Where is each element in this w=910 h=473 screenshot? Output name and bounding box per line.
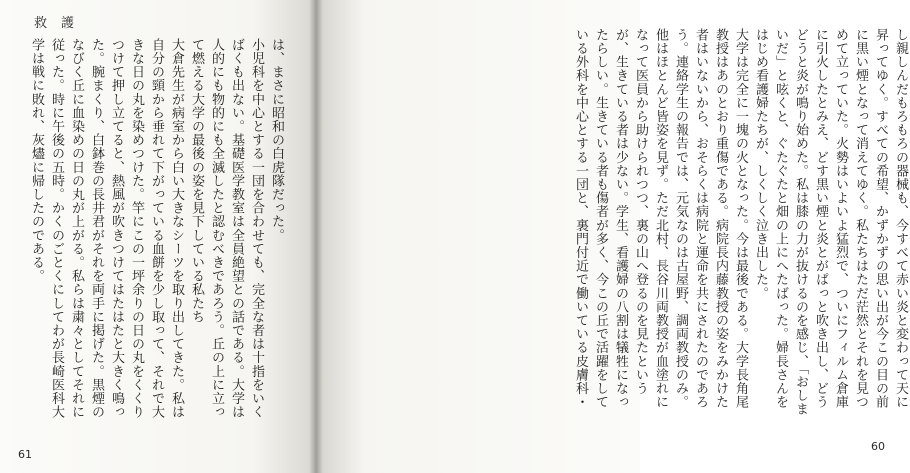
paragraph: 小児科を中心とする一団を合わせても、完全な者は十指をいくばくも出ない。基礎医学教室は全員絶望との話である。大学は人的にも物的にも全滅したと認むべきであろう。丘の上に立って燃える大学の最後の姿を見下している私たち <box>189 38 264 419</box>
paragraph: は、まさに昭和の白虎隊だった。 <box>269 38 284 242</box>
left-page-body <box>28 38 286 430</box>
paragraph: し親しんだもろもろの器械も、今すべて赤い炎と変わって天に昇ってゆく。すべての希望、かずかずの思い出が今この目の前に黒い煙となって消えてゆく。私たちはただ茫然とそれを見つめて立っていた。火勢はいよいよ猛烈で、ついにフィルム倉庫に引火したとみえ、どす黒い煙と炎とがぱっと吹き出し、どうどうと炎が鳴り始めた。私は膝の力が抜けるのを感じ、「おしまいだ」と呟くと、ぐたぐたと畑の上にへたばった。婦長さんをはじめ看護婦たちが、しくしく泣き出した。 <box>753 28 908 416</box>
page-number-left: 61 <box>18 448 32 461</box>
paragraph: 大学は完全に一塊の火となった。今は最後である。大学長角尾教授はあのとおり重傷である。病院長内藤教授の姿をみかけた者はいないから、おそらくは病院と運命を共にされたのであろう。連絡学生の報告では、元気なのは古屋野、調両教授のみ。他はほとんど皆姿を見ず。ただ北村、長谷川両教授が血塗れになって医員から助けられつつ、裏の山へ登るのを見たというが、生きている者は少ない。学生、看護婦の八割は犠牲になったらしい。生きている者も傷者が多く、今この丘で活躍をしている外科を中心とする一団と、裏門付近で働いている皮膚科・ <box>573 28 748 409</box>
right-page <box>316 0 908 473</box>
right-page-body <box>573 28 910 420</box>
book-gutter <box>309 0 323 473</box>
left-page <box>0 0 316 473</box>
running-head: 救護 <box>34 16 89 31</box>
page-number-right: 60 <box>871 440 885 453</box>
paragraph: 大倉先生が病室から白い大きなシーツを取り出してきた。私は自分の頸から垂れて下がっている血餅を少し取って、それで大きな日の丸を染めつけた。竿にこの一坪余りの日の丸をくくりつけて押し立てると、熱風が吹きつけてはたはたと大きく鳴った。腕まくり、白鉢巻の長井君がそれを両手に掲げた。黒煙のなびく丘に血染めの日の丸が上がる。私らは粛々としてそれに従った。時に午後の五時。かくのごとくにしてわが長崎医科大学は戦に敗れ、灰燼に帰したのである。 <box>29 38 184 419</box>
